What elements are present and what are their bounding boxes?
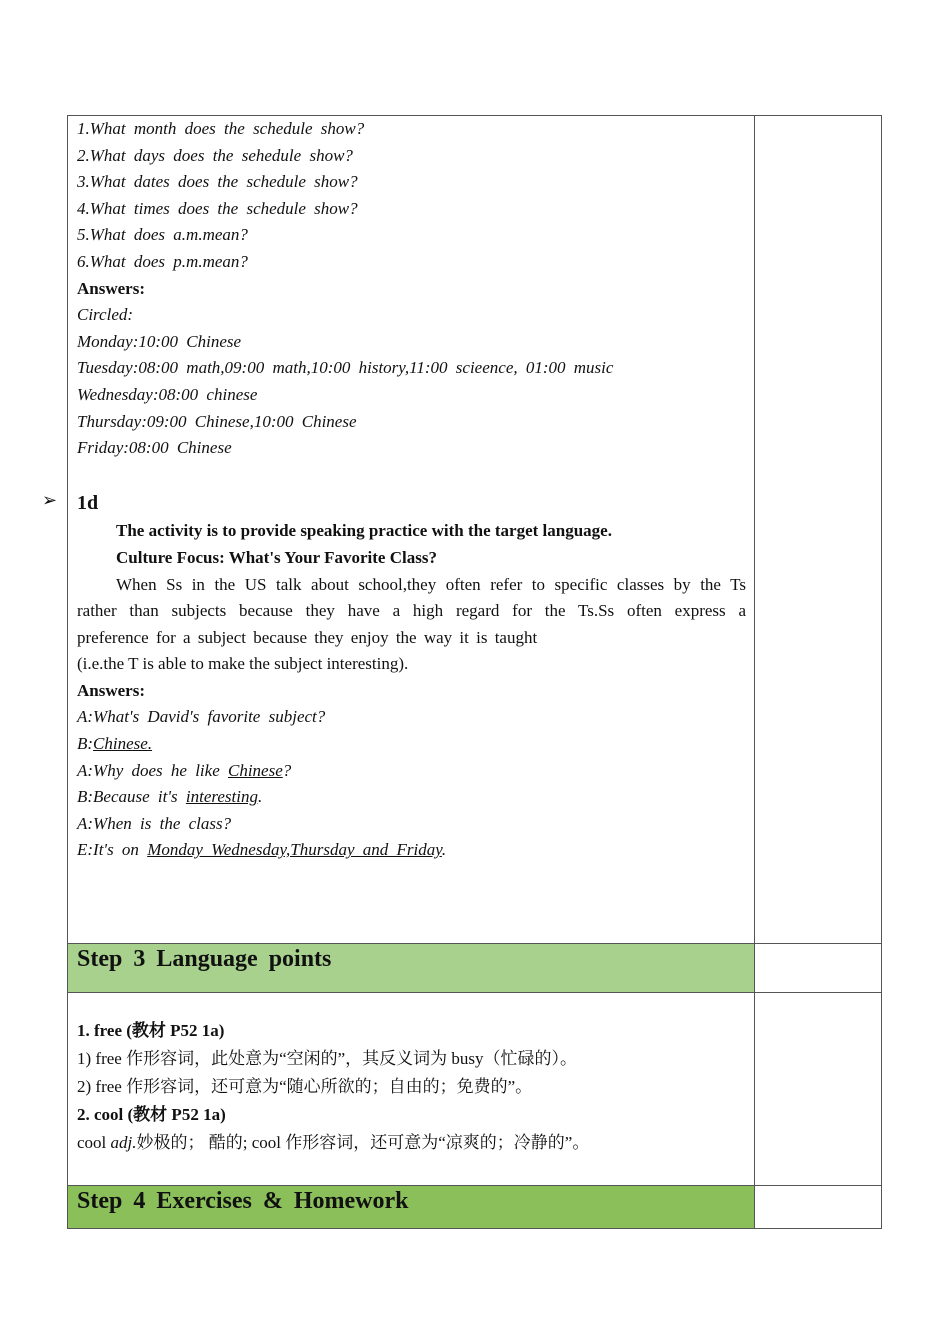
- question: 1.What month does the schedule show?: [77, 119, 365, 138]
- dialogue-line: B:Chinese.: [77, 734, 153, 754]
- notes-cell: [755, 116, 881, 943]
- content-cell: [68, 116, 755, 943]
- notes-cell: [755, 944, 881, 992]
- question: 3.What dates does the schedule show?: [77, 172, 358, 192]
- notes-cell: [755, 993, 881, 1185]
- point-line: 2) free 作形容词，还可意为“随心所欲的；自由的；免费的”。: [77, 1077, 533, 1096]
- bullet-arrow-icon: ➢: [42, 490, 58, 510]
- step4-header-cell: [68, 1186, 755, 1228]
- culture-focus-line: Culture Focus: What's Your Favorite Class?: [116, 547, 437, 567]
- answer-line: Wednesday:08:00 chinese: [77, 384, 258, 404]
- table-row: [67, 1186, 882, 1229]
- answers-label: Answers:: [77, 680, 145, 700]
- question: 2.What days does the sehedule show?: [77, 145, 353, 165]
- culture-paragraph-end: (i.e.the T is able to make the subject interesting).: [77, 654, 409, 674]
- question: 6.What does p.m.mean?: [77, 251, 248, 271]
- answer-line: Circled:: [77, 305, 134, 325]
- step4-title: Step 4 Exercises & Homework: [77, 1188, 409, 1214]
- step3-title: Step 3 Language points: [77, 946, 332, 972]
- answer-line: Monday:10:00 Chinese: [77, 331, 242, 351]
- dialogue-line: B:Because it's interesting.: [77, 787, 263, 807]
- answer-line: Thursday:09:00 Chinese,10:00 Chinese: [77, 411, 357, 431]
- notes-cell: [755, 1186, 881, 1228]
- dialogue-line: E:It's on Monday Wednesday,Thursday and Friday.: [77, 840, 447, 860]
- culture-paragraph: When Ss in the US talk about school,they often refer to specific classes by the Ts rather than subjects because they have a high regard for the Ts.Ss often express a preference for a subject because they enjoy the way it is taught: [77, 574, 746, 647]
- question: 5.What does a.m.mean?: [77, 225, 248, 245]
- step3-header-cell: [68, 944, 755, 992]
- table-row: [67, 115, 882, 944]
- lesson-table: [67, 115, 882, 1229]
- point-title: 2. cool (教材 P52 1a): [77, 1105, 226, 1124]
- dialogue-line: A:What's David's favorite subject?: [77, 707, 326, 727]
- activity-line: The activity is to provide speaking practice with the target language.: [116, 521, 612, 541]
- question: 4.What times does the schedule show?: [77, 198, 358, 218]
- point-title: 1. free (教材 P52 1a): [77, 1021, 225, 1040]
- table-row: [67, 944, 882, 993]
- answer-line: Friday:08:00 Chinese: [77, 438, 232, 458]
- dialogue-line: A:Why does he like Chinese?: [77, 760, 292, 780]
- answer-line: Tuesday:08:00 math,09:00 math,10:00 history,11:00 scieence, 01:00 music: [77, 358, 614, 378]
- section-1d-title: 1d: [77, 491, 99, 514]
- point-line: 1) free 作形容词，此处意为“空闲的”，其反义词为 busy（忙碌的）。: [77, 1049, 578, 1068]
- table-row: [67, 993, 882, 1186]
- dialogue-line: A:When is the class?: [77, 813, 232, 833]
- point-line: cool adj.妙极的； 酷的; cool 作形容词，还可意为“凉爽的；冷静的”。: [77, 1133, 590, 1152]
- answers-label: Answers:: [77, 278, 145, 298]
- content-cell: [68, 993, 755, 1185]
